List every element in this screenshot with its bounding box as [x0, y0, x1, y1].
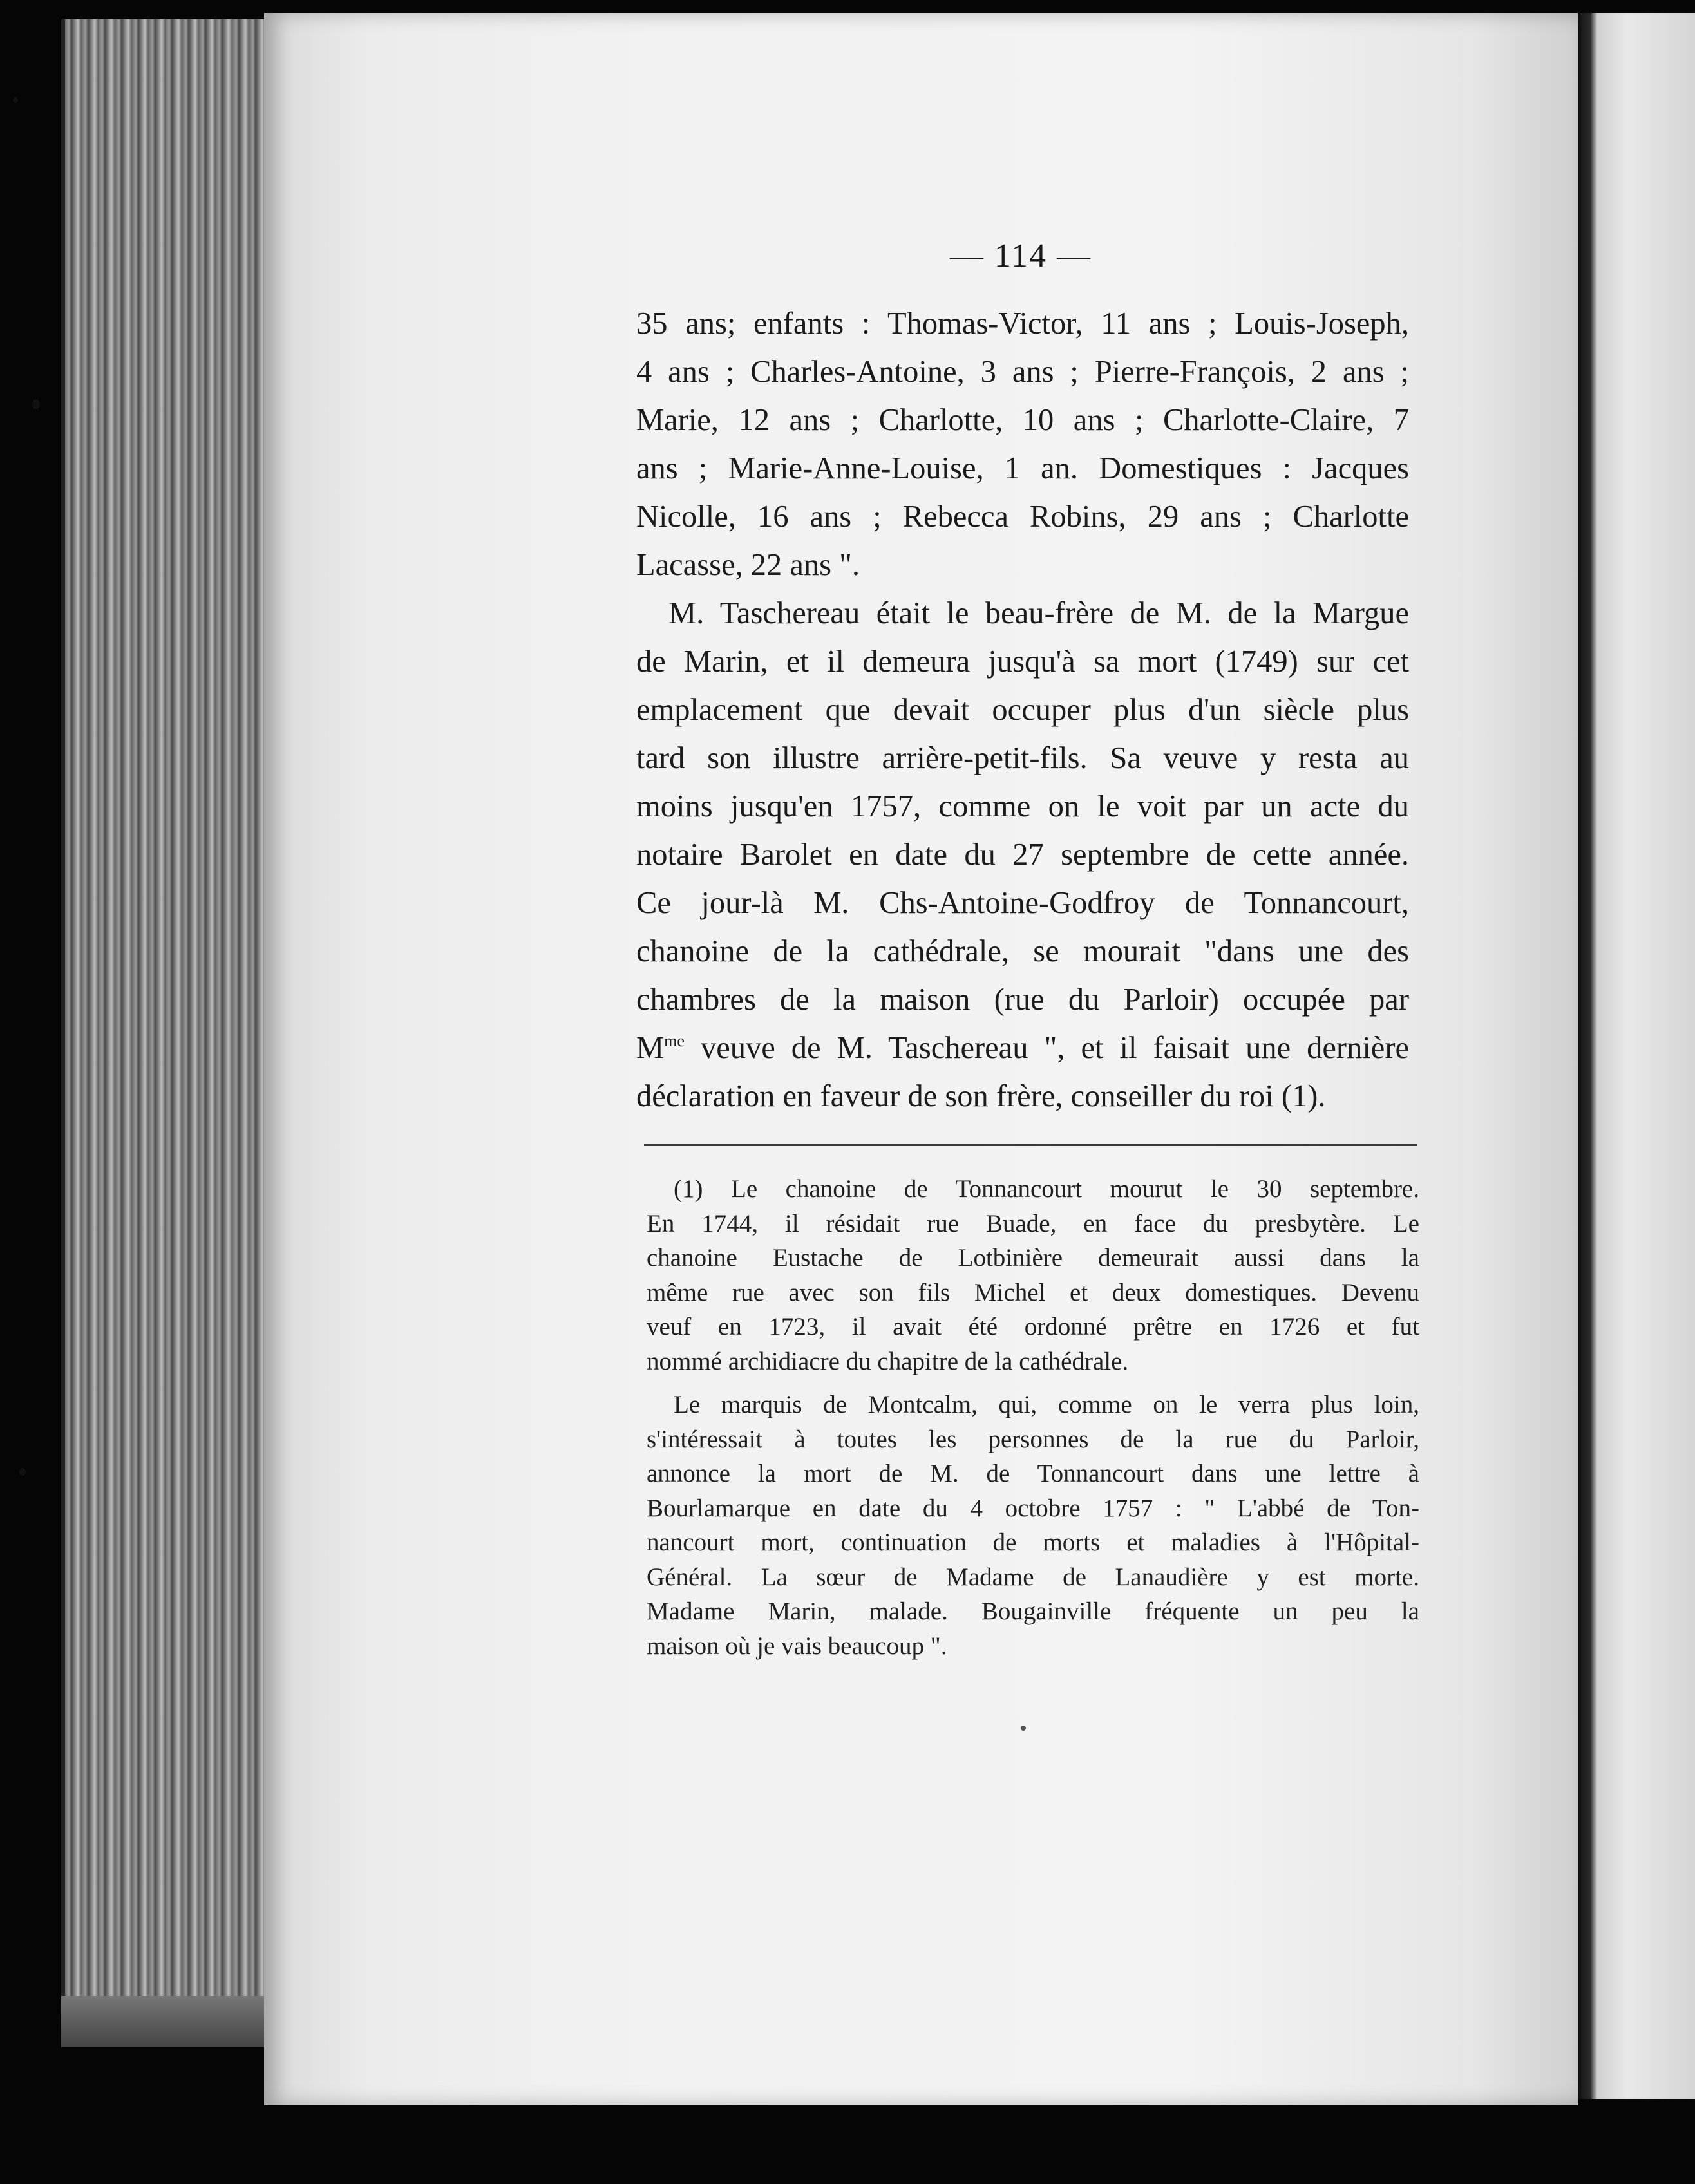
abbrev-madame: $M^{me}$	[636, 1031, 685, 1065]
body-line: 4 ans ; Charles-Antoine, 3 ans ; Pierre-François, 2 ans ;	[636, 355, 1409, 389]
body-line: déclaration en faveur de son frère, conseiller du roi (1).	[636, 1079, 1326, 1113]
body-line: Marie, 12 ans ; Charlotte, 10 ans ; Charlotte-Claire, 7	[636, 403, 1409, 437]
footnote-line: même rue avec son fils Michel et deux domestiques. Devenu	[647, 1278, 1419, 1306]
body-line: notaire Barolet en date du 27 septembre de cette année.	[636, 838, 1409, 872]
body-line: 35 ans; enfants : Thomas-Victor, 11 ans ; Louis-Joseph,	[636, 306, 1409, 341]
body-line: ans ; Marie-Anne-Louise, 1 an. Domestiques : Jacques	[636, 451, 1409, 485]
footnote-line: Le marquis de Montcalm, qui, comme on le verra plus loin,	[674, 1391, 1419, 1418]
footnote-line: maison où je vais beaucoup ".	[647, 1632, 947, 1660]
body-line-rest: veuve de M. Taschereau ", et il faisait une dernière	[700, 1031, 1409, 1065]
scan-speck	[19, 1468, 26, 1476]
facing-page-edge	[1581, 13, 1695, 2099]
body-line: moins jusqu'en 1757, comme on le voit par un acte du	[636, 789, 1409, 824]
body-line: Ce jour-là M. Chs-Antoine-Godfroy de Tonnancourt,	[636, 886, 1409, 920]
body-line: Nicolle, 16 ans ; Rebecca Robins, 29 ans ; Charlotte	[636, 500, 1409, 534]
page-number: — 114 —	[949, 238, 1092, 274]
scan-speck	[1021, 1726, 1026, 1731]
footnote-line: veuf en 1723, il avait été ordonné prêtre en 1726 et fut	[647, 1313, 1419, 1341]
scan-speck	[13, 97, 18, 103]
footnote-rule	[644, 1144, 1417, 1146]
book-bottom-edge	[61, 1996, 274, 2048]
footnote-line: nancourt mort, continuation de morts et maladies à l'Hôpital-	[647, 1529, 1419, 1556]
footnote-line: Bourlamarque en date du 4 octobre 1757 : " L'abbé de Ton-	[647, 1494, 1419, 1522]
body-text	[636, 299, 1409, 1120]
body-line: chanoine de la cathédrale, se mourait "dans une des	[636, 934, 1409, 968]
footnote-line: Madame Marin, malade. Bougainville fréquente un peu la	[647, 1597, 1419, 1625]
paragraph-gap	[647, 1379, 1419, 1388]
body-line: tard son illustre arrière-petit-fils. Sa veuve y resta au	[636, 741, 1409, 775]
scan-speck	[32, 399, 40, 410]
book-page-edges	[61, 19, 268, 2048]
footnote-line: (1) Le chanoine de Tonnancourt mourut le 30 septembre.	[674, 1175, 1419, 1203]
footnote-line: En 1744, il résidait rue Buade, en face du presbytère. Le	[647, 1209, 1419, 1238]
footnote-line: nommé archidiacre du chapitre de la cathédrale.	[647, 1347, 1129, 1375]
body-line: chambres de la maison (rue du Parloir) occupée par	[636, 983, 1409, 1017]
footnote-line: chanoine Eustache de Lotbinière demeurait aussi dans la	[647, 1244, 1419, 1272]
footnote-line: annonce la mort de M. de Tonnancourt dans une lettre à	[647, 1460, 1419, 1487]
body-line: de Marin, et il demeura jusqu'à sa mort (1749) sur cet	[636, 645, 1409, 679]
body-line-madame	[636, 1024, 1409, 1072]
footnote-line: s'intéressait à toutes les personnes de la rue du Parloir,	[647, 1425, 1419, 1453]
body-line: Lacasse, 22 ans ".	[636, 548, 860, 582]
footnotes	[647, 1172, 1419, 1663]
body-line: M. Taschereau était le beau-frère de M. de la Margue	[668, 596, 1409, 630]
body-line: emplacement que devait occuper plus d'un siècle plus	[636, 693, 1409, 727]
footnote-line: Général. La sœur de Madame de Lanaudière y est morte.	[647, 1563, 1419, 1591]
